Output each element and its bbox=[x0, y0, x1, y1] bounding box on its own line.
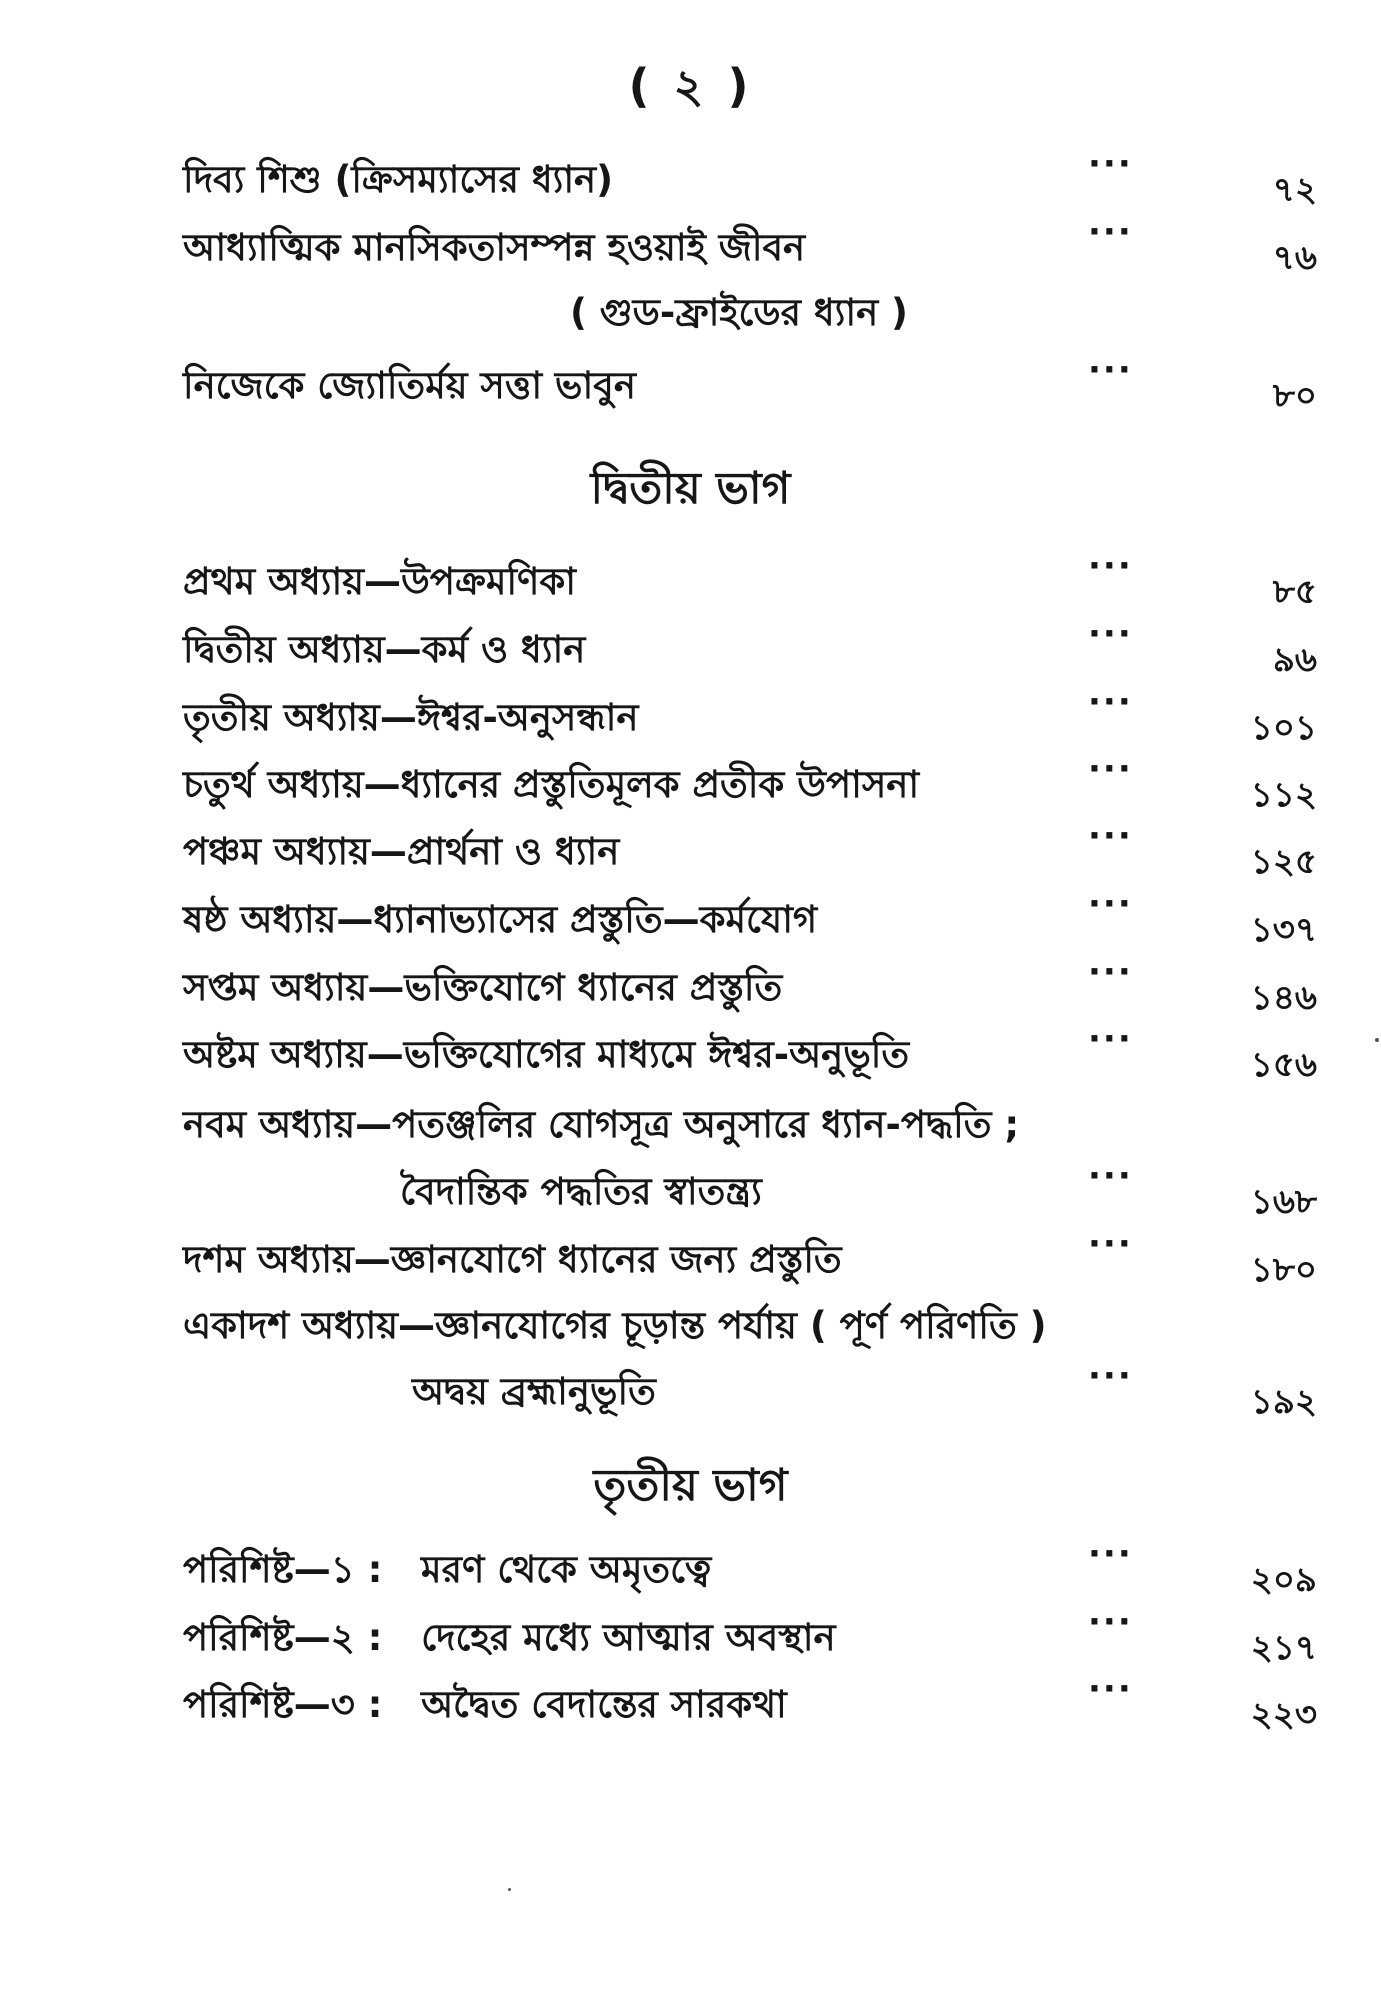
toc-entry-title: সপ্তম অধ্যায়—ভক্তিযোগে ধ্যানের প্রস্তুতি bbox=[183, 966, 783, 1009]
toc-entry-page: ২০৯ bbox=[1250, 1560, 1317, 1600]
toc-entry bbox=[0, 952, 1381, 1018]
toc-entry-title: পরিশিষ্ট—২ : দেহের মধ্যে আত্মার অবস্থান bbox=[183, 1616, 836, 1659]
toc-entry-page: ১৯২ bbox=[1250, 1382, 1317, 1422]
toc-entry bbox=[0, 1019, 1381, 1085]
toc-entry-page: ১৫৬ bbox=[1250, 1045, 1317, 1085]
toc-entry bbox=[0, 816, 1381, 882]
toc-entry-title: নিজেকে জ্যোতির্ময় সত্তা ভাবুন bbox=[183, 364, 636, 407]
toc-entry bbox=[0, 350, 1381, 416]
toc-entry-page: ২১৭ bbox=[1250, 1628, 1317, 1668]
leader-dots: ··· bbox=[1088, 749, 1133, 789]
toc-entry-title: অদ্বয় ব্রহ্মানুভূতি bbox=[412, 1370, 656, 1413]
toc-entry bbox=[0, 682, 1381, 748]
toc-entry-title: প্রথম অধ্যায়—উপক্রমণিকা bbox=[183, 560, 577, 603]
page-number: ( ২ ) bbox=[628, 59, 753, 113]
toc-entry-page: ৮০ bbox=[1272, 376, 1317, 416]
toc-entry-page: ২২৩ bbox=[1250, 1695, 1317, 1735]
toc-entry bbox=[0, 1356, 1381, 1422]
toc-entry-title: ষষ্ঠ অধ্যায়—ধ্যানাভ্যাসের প্রস্তুতি—কর্মযোগ bbox=[183, 898, 818, 941]
toc-entry-title: পরিশিষ্ট—১ : মরণ থেকে অমৃতত্বে bbox=[183, 1548, 712, 1591]
toc-entry-page: ৭৬ bbox=[1272, 238, 1317, 278]
leader-dots: ··· bbox=[1088, 816, 1133, 856]
section-heading: দ্বিতীয় ভাগ bbox=[590, 463, 791, 514]
toc-entry-title: তৃতীয় অধ্যায়—ঈশ্বর-অনুসন্ধান bbox=[183, 696, 639, 739]
toc-entry-title: পঞ্চম অধ্যায়—প্রার্থনা ও ধ্যান bbox=[183, 830, 620, 873]
leader-dots: ··· bbox=[1088, 1224, 1133, 1264]
toc-entry-title: বৈদান্তিক পদ্ধতির স্বাতন্ত্র্য bbox=[400, 1170, 762, 1213]
toc-entry-page: ১১২ bbox=[1250, 775, 1317, 815]
toc-entry bbox=[0, 1224, 1381, 1290]
toc-entry-page: ৮৫ bbox=[1272, 572, 1317, 612]
toc-entry-page: ৯৬ bbox=[1272, 640, 1317, 680]
section-heading: তৃতীয় ভাগ bbox=[593, 1460, 788, 1511]
leader-dots: ··· bbox=[1088, 1156, 1133, 1196]
toc-entry bbox=[0, 1095, 1381, 1155]
toc-entry-page: ১২৫ bbox=[1250, 842, 1317, 882]
toc-entry-title: পরিশিষ্ট—৩ : অদ্বৈত বেদান্তের সারকথা bbox=[183, 1683, 787, 1726]
toc-entry-title: অষ্টম অধ্যায়—ভক্তিযোগের মাধ্যমে ঈশ্বর-অনুভূতি bbox=[183, 1033, 910, 1076]
leader-dots: ··· bbox=[1088, 1356, 1133, 1396]
toc-entry bbox=[0, 1602, 1381, 1668]
toc-entry-title: দ্বিতীয় অধ্যায়—কর্ম ও ধ্যান bbox=[183, 628, 586, 671]
toc-entry bbox=[0, 614, 1381, 680]
toc-entry-page: ১৬৮ bbox=[1250, 1182, 1317, 1222]
toc-entry-title: দশম অধ্যায়—জ্ঞানযোগে ধ্যানের জন্য প্রস্তুতি bbox=[183, 1238, 842, 1281]
toc-entry bbox=[0, 884, 1381, 950]
toc-entry-page: ১৪৬ bbox=[1250, 978, 1317, 1018]
toc-entry-title: দিব্য শিশু (ক্রিসম্যাসের ধ্যান) bbox=[183, 158, 614, 201]
leader-dots: ··· bbox=[1088, 682, 1133, 722]
toc-entry bbox=[0, 212, 1381, 278]
paper-speck bbox=[1375, 1038, 1379, 1042]
leader-dots: ··· bbox=[1088, 1534, 1133, 1574]
toc-entry-title: ( গুড-ফ্রাইডের ধ্যান ) bbox=[570, 291, 908, 334]
toc-entry-title: নবম অধ্যায়—পতঞ্জলির যোগসূত্র অনুসারে ধ্যান-পদ্ধতি ; bbox=[183, 1103, 1020, 1146]
toc-entry-title: চতুর্থ অধ্যায়—ধ্যানের প্রস্তুতিমূলক প্রতীক উপাসনা bbox=[183, 763, 920, 806]
leader-dots: ··· bbox=[1088, 1602, 1133, 1642]
paper-speck bbox=[508, 1888, 511, 1891]
leader-dots: ··· bbox=[1088, 144, 1133, 184]
leader-dots: ··· bbox=[1088, 1019, 1133, 1059]
toc-entry-subtitle bbox=[0, 283, 1381, 343]
leader-dots: ··· bbox=[1088, 884, 1133, 924]
toc-entry bbox=[0, 1296, 1381, 1356]
leader-dots: ··· bbox=[1088, 212, 1133, 252]
toc-entry-title: আধ্যাত্মিক মানসিকতাসম্পন্ন হওয়াই জীবন bbox=[183, 226, 806, 269]
leader-dots: ··· bbox=[1088, 1669, 1133, 1709]
toc-entry bbox=[0, 1669, 1381, 1735]
toc-entry bbox=[0, 749, 1381, 815]
leader-dots: ··· bbox=[1088, 952, 1133, 992]
toc-entry-page: ১৮০ bbox=[1250, 1250, 1317, 1290]
leader-dots: ··· bbox=[1088, 350, 1133, 390]
toc-entry-title: একাদশ অধ্যায়—জ্ঞানযোগের চূড়ান্ত পর্যায় ( পূর্ণ পরিণতি ) bbox=[183, 1304, 1047, 1347]
toc-entry-page: ৭২ bbox=[1272, 170, 1317, 210]
leader-dots: ··· bbox=[1088, 614, 1133, 654]
toc-entry bbox=[0, 546, 1381, 612]
toc-entry bbox=[0, 1534, 1381, 1600]
toc-entry-page: ১০১ bbox=[1250, 708, 1317, 748]
toc-entry bbox=[0, 144, 1381, 210]
toc-entry bbox=[0, 1156, 1381, 1222]
toc-entry-page: ১৩৭ bbox=[1250, 910, 1317, 950]
leader-dots: ··· bbox=[1088, 546, 1133, 586]
